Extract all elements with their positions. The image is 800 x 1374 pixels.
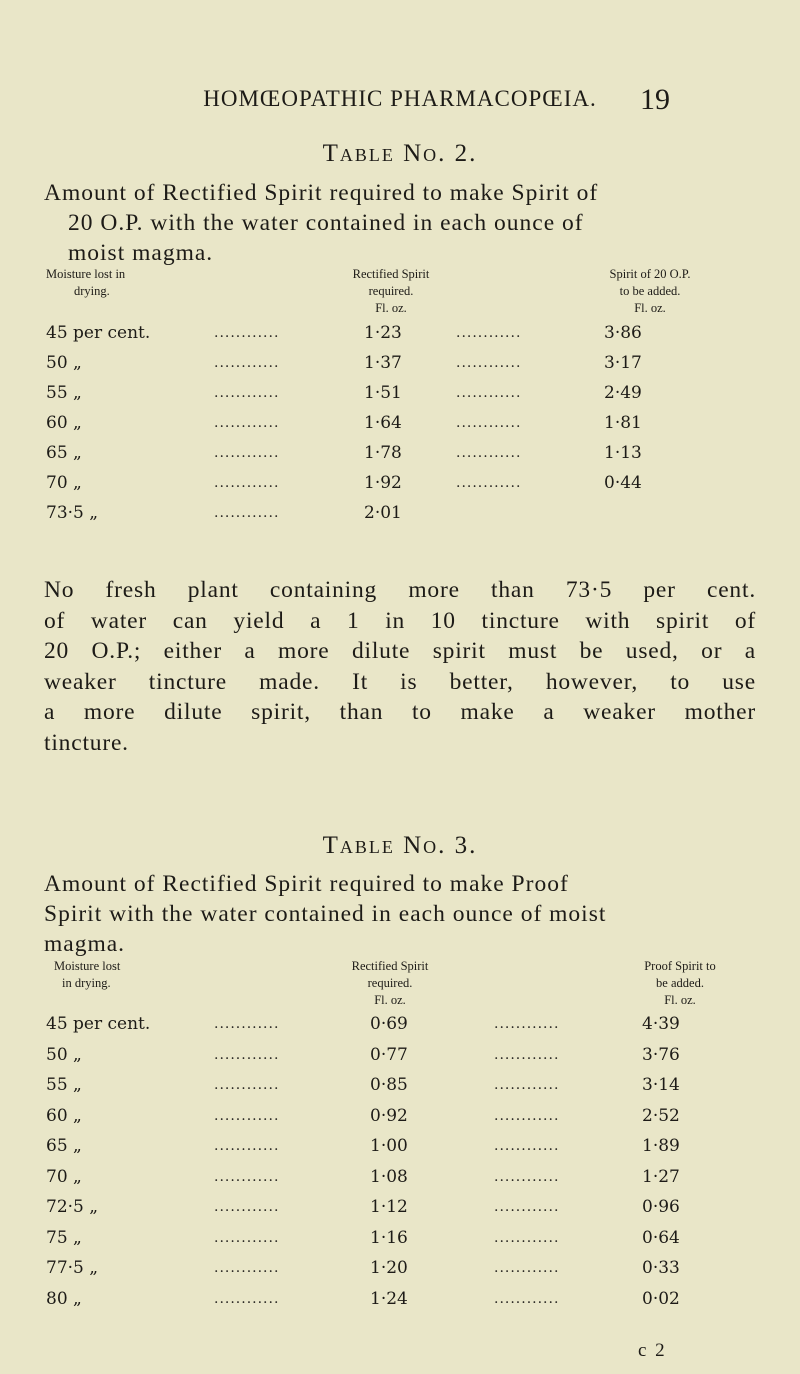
moisture-cell: 72·5 „ bbox=[46, 1197, 99, 1217]
rectified-cell: 1·12 bbox=[370, 1197, 408, 1217]
table-row bbox=[0, 1228, 800, 1258]
table-row bbox=[0, 1289, 800, 1319]
leader-dots: ............ bbox=[214, 505, 280, 521]
rectified-cell: 1·08 bbox=[370, 1166, 408, 1187]
leader-dots: ............ bbox=[494, 1077, 560, 1093]
table-row bbox=[0, 1197, 800, 1227]
table-row bbox=[0, 383, 800, 413]
added-cell: 0·96 bbox=[642, 1197, 680, 1217]
added-cell: 0·64 bbox=[642, 1227, 680, 1248]
rectified-cell: 1·20 bbox=[370, 1258, 408, 1278]
table3-title: Table No. 3. bbox=[322, 832, 478, 859]
col-head-line: in drying. bbox=[62, 976, 111, 990]
table3-col-proof bbox=[590, 958, 770, 1009]
rectified-cell: 2·01 bbox=[364, 503, 402, 523]
moisture-cell: 55 „ bbox=[46, 1075, 82, 1095]
paragraph-line: tincture. bbox=[44, 729, 129, 756]
table3-col-moisture bbox=[54, 958, 194, 992]
leader-dots: ............ bbox=[214, 1260, 280, 1276]
leader-dots: ............ bbox=[214, 325, 280, 341]
rectified-cell: 0·77 bbox=[370, 1044, 408, 1065]
paragraph-line: a more dilute spirit, than to make a weaker mother bbox=[44, 699, 756, 725]
rectified-cell: 1·23 bbox=[364, 323, 402, 343]
running-head bbox=[0, 83, 800, 116]
paragraph-line: 20 O.P.; either a more dilute spirit must be used, or a bbox=[44, 638, 756, 664]
table3-heading bbox=[44, 869, 756, 959]
rectified-cell: 1·37 bbox=[364, 353, 402, 373]
table2-heading-line: 20 O.P. with the water contained in each ounce of bbox=[68, 210, 584, 236]
added-cell: 0·02 bbox=[642, 1288, 680, 1309]
leader-dots: ............ bbox=[214, 1077, 280, 1093]
leader-dots: ............ bbox=[214, 1290, 280, 1307]
moisture-cell: 60 „ bbox=[46, 1105, 82, 1126]
table2-col-moisture bbox=[46, 266, 186, 300]
moisture-cell: 65 „ bbox=[46, 443, 82, 463]
table3-heading-line: Spirit with the water contained in each ounce of moist bbox=[44, 901, 607, 927]
moisture-cell: 65 „ bbox=[46, 1136, 82, 1156]
moisture-cell: 80 „ bbox=[46, 1288, 82, 1309]
table2-heading-line: Amount of Rectified Spirit required to make Spirit of bbox=[44, 180, 599, 206]
leader-dots: ............ bbox=[214, 445, 280, 461]
leader-dots: ............ bbox=[214, 1199, 280, 1215]
added-cell: 0·44 bbox=[604, 473, 642, 493]
table2-heading bbox=[44, 178, 756, 268]
added-cell: 1·13 bbox=[604, 443, 642, 463]
leader-dots: ............ bbox=[456, 385, 522, 401]
col-head-line: Rectified Spirit bbox=[351, 959, 429, 973]
table2-col-rectified bbox=[316, 266, 466, 317]
leader-dots: ............ bbox=[214, 1229, 280, 1246]
table2-heading-line: moist magma. bbox=[68, 240, 214, 266]
col-head-line: Spirit of 20 O.P. bbox=[609, 267, 691, 281]
added-cell: 4·39 bbox=[642, 1014, 680, 1034]
col-head-line: Fl. oz. bbox=[375, 301, 407, 315]
leader-dots: ............ bbox=[456, 415, 522, 431]
rectified-cell: 1·92 bbox=[364, 473, 402, 493]
table-row bbox=[0, 1075, 800, 1105]
leader-dots: ............ bbox=[494, 1107, 560, 1124]
table-row bbox=[0, 443, 800, 473]
moisture-cell: 75 „ bbox=[46, 1227, 82, 1248]
leader-dots: ............ bbox=[494, 1138, 560, 1154]
table-row bbox=[0, 413, 800, 443]
leader-dots: ............ bbox=[456, 445, 522, 461]
signature-mark: c 2 bbox=[638, 1340, 667, 1361]
table-row bbox=[0, 1258, 800, 1288]
leader-dots: ............ bbox=[456, 475, 522, 491]
table-row bbox=[0, 353, 800, 383]
table3-heading-line: Amount of Rectified Spirit required to make Proof bbox=[44, 871, 569, 897]
moisture-cell: 77·5 „ bbox=[46, 1258, 99, 1278]
col-head-line: drying. bbox=[74, 284, 110, 298]
table-row bbox=[0, 1167, 800, 1197]
table-row bbox=[0, 1014, 800, 1044]
col-head-line: Rectified Spirit bbox=[352, 267, 430, 281]
added-cell: 0·33 bbox=[642, 1258, 680, 1278]
leader-dots: ............ bbox=[214, 1138, 280, 1154]
table3-heading-line: magma. bbox=[44, 931, 126, 957]
added-cell: 3·76 bbox=[642, 1044, 680, 1065]
added-cell: 2·49 bbox=[604, 383, 642, 403]
leader-dots: ............ bbox=[214, 415, 280, 431]
rectified-cell: 0·69 bbox=[370, 1014, 408, 1034]
rectified-cell: 1·00 bbox=[370, 1136, 408, 1156]
col-head-line: be added. bbox=[656, 976, 704, 990]
added-cell: 1·81 bbox=[604, 413, 642, 433]
leader-dots: ............ bbox=[214, 1046, 280, 1063]
moisture-cell: 55 „ bbox=[46, 383, 82, 403]
table-row bbox=[0, 323, 800, 353]
leader-dots: ............ bbox=[456, 325, 522, 341]
col-head-line: Fl. oz. bbox=[664, 993, 696, 1007]
leader-dots: ............ bbox=[214, 1168, 280, 1185]
rectified-cell: 1·78 bbox=[364, 443, 402, 463]
table-row bbox=[0, 1106, 800, 1136]
col-head-line: Fl. oz. bbox=[374, 993, 406, 1007]
col-head-line: required. bbox=[368, 284, 414, 298]
moisture-cell: 45 per cent. bbox=[46, 323, 151, 343]
moisture-cell: 45 per cent. bbox=[46, 1014, 151, 1034]
col-head-line: required. bbox=[367, 976, 413, 990]
leader-dots: ............ bbox=[494, 1046, 560, 1063]
moisture-cell: 50 „ bbox=[46, 1044, 82, 1065]
rectified-cell: 1·16 bbox=[370, 1227, 408, 1248]
moisture-cell: 50 „ bbox=[46, 353, 82, 373]
col-head-line: Moisture lost in bbox=[46, 267, 126, 281]
moisture-cell: 70 „ bbox=[46, 1166, 82, 1187]
leader-dots: ............ bbox=[214, 1016, 280, 1032]
table-row bbox=[0, 503, 800, 533]
leader-dots: ............ bbox=[494, 1229, 560, 1246]
leader-dots: ............ bbox=[214, 355, 280, 371]
col-head-line: to be added. bbox=[619, 284, 681, 298]
moisture-cell: 70 „ bbox=[46, 473, 82, 493]
rectified-cell: 1·64 bbox=[364, 413, 402, 433]
leader-dots: ............ bbox=[214, 1107, 280, 1124]
leader-dots: ............ bbox=[494, 1199, 560, 1215]
leader-dots: ............ bbox=[214, 385, 280, 401]
body-paragraph bbox=[44, 575, 756, 758]
table-row bbox=[0, 1136, 800, 1166]
added-cell: 1·89 bbox=[642, 1136, 680, 1156]
added-cell: 3·86 bbox=[604, 323, 642, 343]
leader-dots: ............ bbox=[494, 1016, 560, 1032]
rectified-cell: 1·24 bbox=[370, 1288, 408, 1309]
paragraph-line: weaker tincture made. It is better, however, to use bbox=[44, 668, 756, 695]
rectified-cell: 1·51 bbox=[364, 383, 402, 403]
col-head-line: Fl. oz. bbox=[634, 301, 666, 315]
leader-dots: ............ bbox=[494, 1168, 560, 1185]
col-head-line: Proof Spirit to bbox=[644, 959, 716, 973]
leader-dots: ............ bbox=[214, 475, 280, 491]
leader-dots: ............ bbox=[494, 1290, 560, 1307]
rectified-cell: 0·92 bbox=[370, 1105, 408, 1126]
table2-title: Table No. 2. bbox=[322, 140, 478, 167]
table2-col-spirit bbox=[560, 266, 740, 317]
paragraph-line: No fresh plant containing more than 73·5 per cent. bbox=[44, 577, 756, 603]
running-title: HOMŒOPATHIC PHARMACOPŒIA. bbox=[203, 86, 597, 111]
table3-col-rectified bbox=[310, 958, 470, 1009]
leader-dots: ............ bbox=[494, 1260, 560, 1276]
moisture-cell: 73·5 „ bbox=[46, 503, 99, 523]
leader-dots: ............ bbox=[456, 355, 522, 371]
moisture-cell: 60 „ bbox=[46, 413, 82, 433]
added-cell: 3·14 bbox=[642, 1075, 680, 1095]
added-cell: 1·27 bbox=[642, 1166, 680, 1187]
table-row bbox=[0, 473, 800, 503]
added-cell: 2·52 bbox=[642, 1105, 680, 1126]
col-head-line: Moisture lost bbox=[54, 959, 121, 973]
page-number: 19 bbox=[640, 83, 670, 116]
added-cell: 3·17 bbox=[604, 353, 642, 373]
table-row bbox=[0, 1045, 800, 1075]
paragraph-line: of water can yield a 1 in 10 tincture with spirit of bbox=[44, 607, 756, 634]
rectified-cell: 0·85 bbox=[370, 1075, 408, 1095]
